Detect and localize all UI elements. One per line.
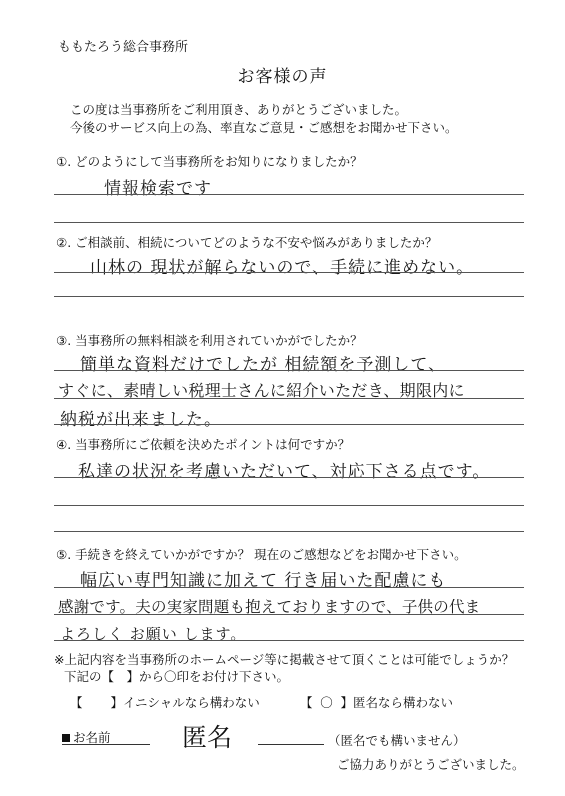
answer-5-line-2: 感謝です。夫の実家問題も抱えておりますので、子供の代ま bbox=[58, 598, 481, 616]
question-2: ②. ご相談前、相続についてどのような不安や悩みがありましたか？ bbox=[56, 235, 438, 250]
bracket-close: 】 bbox=[110, 695, 124, 710]
answer-rule bbox=[54, 640, 524, 641]
page-title: お客様の声 bbox=[237, 67, 328, 87]
option-initials[interactable] bbox=[70, 693, 260, 711]
name-note: （匿名でも構いません） bbox=[328, 733, 466, 748]
answer-4-line-1: 私達の状況を考慮いただいて、対応下さる点です。 bbox=[78, 462, 491, 482]
answer-rule bbox=[54, 222, 524, 223]
option-label: 匿名なら構わない bbox=[353, 695, 454, 710]
answer-3-line-3: 納税が出来ました。 bbox=[60, 410, 222, 430]
answer-rule bbox=[54, 614, 524, 615]
answer-3-line-2: すぐに、素晴しい税理士さんに紹介いただき、期限内に bbox=[58, 381, 465, 400]
answer-1-line-1: 情報検索です bbox=[104, 179, 212, 199]
question-1: ①. どのようにして当事務所をお知りになりましたか？ bbox=[56, 154, 363, 169]
answer-rule bbox=[54, 587, 524, 588]
office-name: ももたろう総合事務所 bbox=[58, 40, 189, 55]
answer-rule bbox=[54, 272, 524, 273]
bracket-open: 【 bbox=[300, 695, 313, 710]
answer-rule bbox=[54, 505, 524, 506]
name-label: お名前 bbox=[62, 728, 111, 746]
bracket-open: 【 bbox=[70, 695, 83, 710]
publish-note-line-1: ※上記内容を当事務所のホームページ等に掲載させて頂くことは可能でしょうか？ bbox=[54, 652, 515, 667]
answer-rule bbox=[54, 398, 524, 399]
answer-3-line-1: 簡単な資料だけでしたが 相続額を予測して、 bbox=[80, 355, 447, 375]
name-underline bbox=[62, 744, 150, 745]
name-value[interactable]: 匿名 bbox=[182, 723, 233, 752]
answer-5-line-3: よろしく お願い します。 bbox=[60, 625, 247, 643]
question-5: ⑤. 手続きを終えていかがですか？ 現在のご感想などをお聞かせ下さい。 bbox=[56, 547, 467, 562]
publish-note-line-2: 下記の【 】から〇印をお付け下さい。 bbox=[64, 669, 290, 684]
answer-rule bbox=[54, 194, 524, 195]
answer-rule bbox=[54, 424, 524, 425]
answer-5-line-1: 幅広い専門知識に加えて 行き届いた配慮にも bbox=[80, 571, 447, 591]
thanks-message: ご協力ありがとうございました。 bbox=[337, 757, 525, 772]
option-label: イニシャルなら構わない bbox=[123, 695, 260, 710]
name-underline bbox=[258, 744, 324, 745]
question-4: ④. 当事務所にご依頼を決めたポイントは何ですか？ bbox=[56, 437, 351, 452]
answer-rule bbox=[54, 370, 524, 371]
square-bullet-icon bbox=[62, 734, 70, 742]
answer-2-line-1: 山林の 現状が解らないので、手続に進めない。 bbox=[90, 258, 475, 278]
answer-rule bbox=[54, 477, 524, 478]
bracket-close: 】 bbox=[340, 695, 354, 710]
option-anonymous[interactable] bbox=[300, 693, 453, 711]
answer-rule bbox=[54, 531, 524, 532]
option-mark: 〇 bbox=[320, 695, 333, 710]
intro-line-2: 今後のサービス向上の為、率直なご意見・ご感想をお聞かせ下さい。 bbox=[70, 120, 458, 135]
answer-rule bbox=[54, 296, 524, 297]
intro-line-1: この度は当事務所をご利用頂き、ありがとうございました。 bbox=[70, 102, 408, 117]
question-3: ③. 当事務所の無料相談を利用されていかがでしたか？ bbox=[56, 333, 363, 348]
